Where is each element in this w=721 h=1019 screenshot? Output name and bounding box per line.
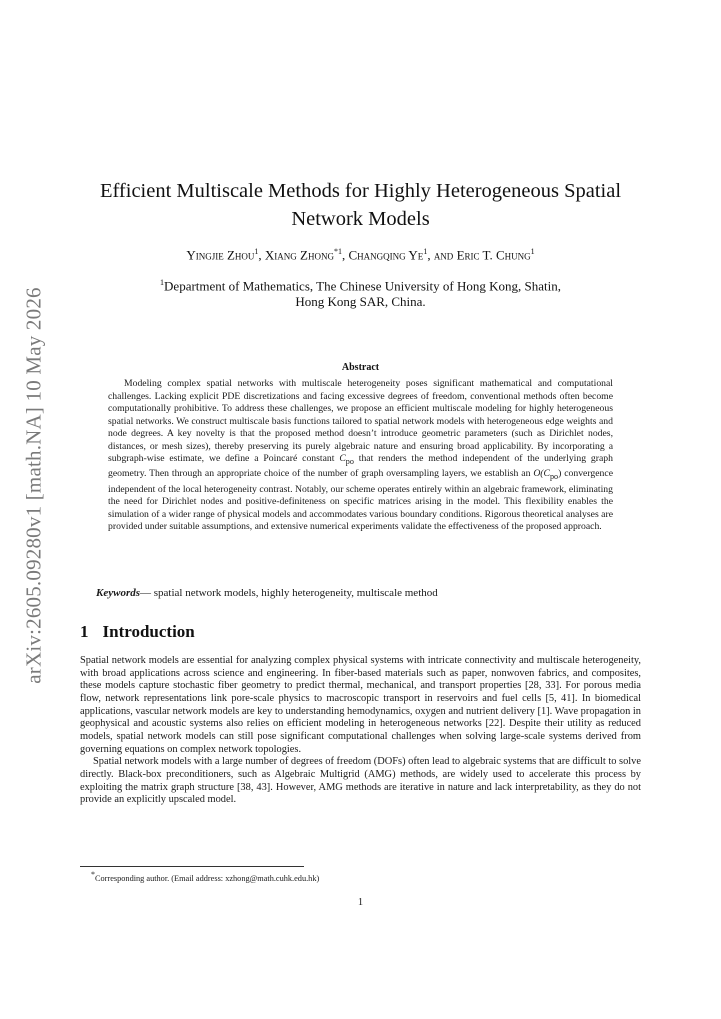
intro-paragraph-2: Spatial network models with a large number of degrees of freedom (DOFs) often lead to algebraic systems that are difficult to solve directly. Black-box preconditioners, such as Algebraic Multigrid (AMG) methods, are widely used to accelerate this process by exploiting the matrix graph structure [38, 43]. However, AMG methods are iterative in nature and lack interpretability, as they do not provide an explicitly upscaled model. [80,756,641,806]
abstract-text-2: that renders the method independent of the underlying graph geometry. Then through an appropriate choice of the number of graph oversampling layers, we establish an [108,453,613,480]
title-line-1: Efficient Multiscale Methods for Highly Heterogeneous Spatial [99,180,622,202]
footnote-text: Corresponding author. (Email address: xzhong@math.cuhk.edu.hk) [95,873,320,883]
affiliation-line-1: Department of Mathematics, The Chinese University of Hong Kong, Shatin, [164,278,561,294]
title-line-2: Network Models [291,208,430,230]
keywords-label: Keywords [96,587,140,599]
section-heading [80,622,195,642]
affiliation-line-2: Hong Kong SAR, China. [295,294,426,310]
order-prefix: O( [533,468,544,480]
footnote-rule [80,866,304,867]
author-mark: *1 [333,247,342,256]
author-name: Changqing Ye [348,247,424,263]
abstract-heading: Abstract [341,362,380,373]
abstract-text-1: Modeling complex spatial networks with multiscale heterogeneity poses significant mathematical and computational challenges. Lacking explicit PDE discretizations and facing excessive degrees of freedom, conventional methods often become computationally prohibitive. To address these challenges, we propose an efficient multiscale modeling for highly heterogeneous spatial networks. We construct multiscale basis functions tailored to spatial network models with heterogeneous edge weights and node degrees. A key novelty is that the proposed method doesn’t introduce geometric parameters (such as Dirichlet nodes, distances, or mesh sizes), thereby preserving its purely algebraic nature and ensuring broad applicability. By incorporating a subgraph-wise estimate, we define a Poincaré constant [108,378,613,464]
abstract-body [108,378,613,534]
keywords-text: spatial network models, highly heterogeneity, multiscale method [153,587,438,599]
paper-title [80,177,641,233]
author-name: Yingjie Zhou [186,247,255,263]
footnote-mark: * [91,870,95,879]
affiliation-mark: 1 [160,278,165,287]
keywords-dash: — [140,587,154,599]
affiliation [80,275,641,310]
author-mark: 1 [423,247,428,256]
author-mark: 1 [254,247,259,256]
author-and: , and [427,247,457,263]
order-constant-subscript: po [550,472,559,482]
keywords-line [96,587,636,599]
arxiv-identifier: arXiv:2605.09280v1 [math.NA] 10 May 2026 [21,286,46,684]
author-name: Xiang Zhong [264,247,334,263]
intro-paragraph-1: Spatial network models are essential for analyzing complex physical systems with intricate connectivity and multiscale heterogeneity, with broad applications across science and engineering. In fiber-based materials such as paper, nonwoven fabrics, and composites, these models capture stochastic fiber geometry to predict thermal, mechanical, and transport properties [28, 33]. For porous media flow, network representations link pore-scale physics to macroscopic transport in reservoirs and fuel cells [5, 41]. In biomedical applications, vascular network models are key to understanding hemodynamics, oxygen and nutrient delivery [1]. Wave propagation in geophysical and acoustic systems also relies on efficient modeling in heterogeneous networks [22]. Despite their utility as reduced models, spatial network models can still pose significant computational challenges when solving large-scale systems derived from governing equations on complex network topologies. [80,655,641,755]
section-title: Introduction [102,622,195,641]
poincare-constant-symbol: C [339,453,346,464]
author-name: Eric T. Chung [456,247,531,263]
footnote [91,870,319,883]
author-list [80,243,641,264]
order-suffix: ) [558,468,562,480]
author-mark: 1 [530,247,535,256]
order-constant-symbol: C [543,468,551,480]
abstract-text-3: convergence independent of the local heterogeneity contrast. Notably, our scheme operates entirely within an algebraic framework, eliminating the need for Dirichlet nodes and positive-definiteness on specific matrices arising in the model. This flexibility enables the simulation of a wider range of physical models and accommodates various boundary conditions. Rigorous theoretical analyses are provided under suitable assumptions, and extensive numerical experiments validate the effectiveness of the proposed approach. [108,468,613,533]
author-separator: , [341,247,349,263]
poincare-constant-subscript: po [345,456,354,466]
page-number: 1 [357,897,364,908]
arxiv-side-stamp [10,280,58,690]
section-number: 1 [80,622,89,641]
author-separator: , [258,247,265,263]
introduction-body [80,655,641,807]
